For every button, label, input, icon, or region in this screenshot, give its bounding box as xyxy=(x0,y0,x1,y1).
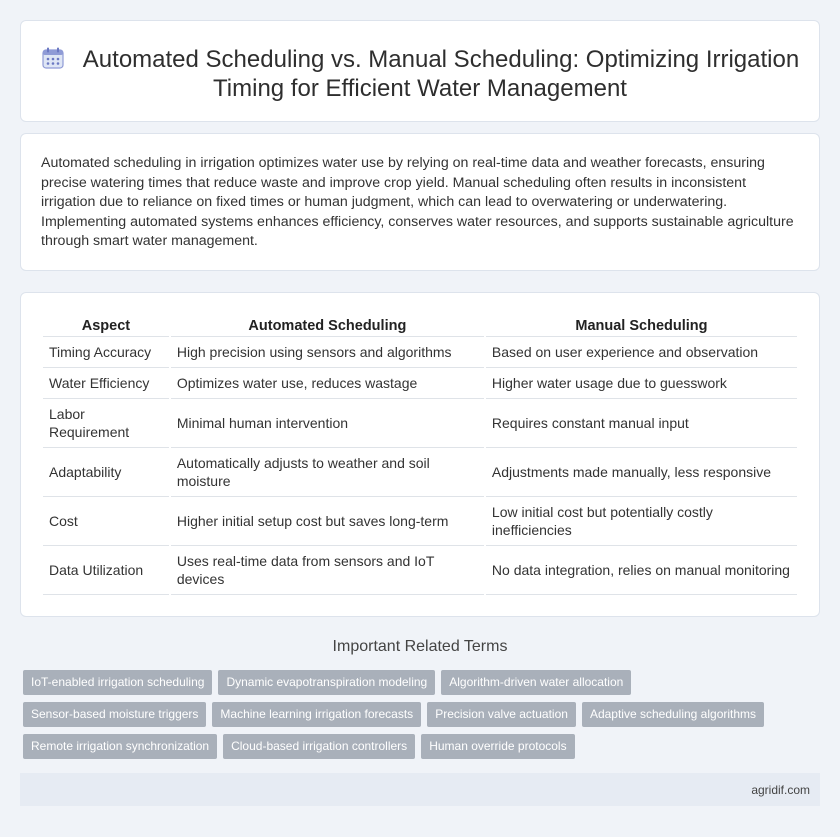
comparison-card xyxy=(20,292,820,617)
related-term-tag[interactable]: IoT-enabled irrigation scheduling xyxy=(23,670,212,695)
table-row xyxy=(43,448,797,497)
aspect-cell: Data Utilization xyxy=(43,546,169,595)
manual-cell: Requires constant manual input xyxy=(486,399,797,448)
intro-card xyxy=(20,133,820,271)
page-title: Automated Scheduling vs. Manual Scheduling: Optimizing Irrigation Timing for Efficient Water Management xyxy=(82,46,800,102)
related-term-tag[interactable]: Human override protocols xyxy=(421,734,574,759)
table-header-row xyxy=(43,315,797,337)
aspect-cell: Adaptability xyxy=(43,448,169,497)
aspect-cell: Timing Accuracy xyxy=(43,337,169,368)
related-term-tag[interactable]: Remote irrigation synchronization xyxy=(23,734,217,759)
related-term-tag[interactable]: Machine learning irrigation forecasts xyxy=(212,702,421,727)
aspect-cell: Cost xyxy=(43,497,169,546)
related-term-tag[interactable]: Precision valve actuation xyxy=(427,702,576,727)
footer-site-link[interactable]: agridif.com xyxy=(751,783,810,797)
related-term-tag[interactable]: Algorithm-driven water allocation xyxy=(441,670,631,695)
table-row xyxy=(43,337,797,368)
table-row xyxy=(43,399,797,448)
automated-cell: Minimal human intervention xyxy=(171,399,484,448)
column-header-automated: Automated Scheduling xyxy=(171,315,484,337)
tag-row xyxy=(23,702,803,727)
manual-cell: Based on user experience and observation xyxy=(486,337,797,368)
related-term-tag[interactable]: Dynamic evapotranspiration modeling xyxy=(218,670,435,695)
automated-cell: Uses real-time data from sensors and IoT devices xyxy=(171,546,484,595)
column-header-aspect: Aspect xyxy=(43,315,169,337)
table-row xyxy=(43,368,797,399)
comparison-table xyxy=(41,315,799,595)
automated-cell: Optimizes water use, reduces wastage xyxy=(171,368,484,399)
automated-cell: Automatically adjusts to weather and soil moisture xyxy=(171,448,484,497)
aspect-cell: Water Efficiency xyxy=(43,368,169,399)
footer xyxy=(20,773,820,806)
table-row xyxy=(43,546,797,595)
related-term-tag[interactable]: Sensor-based moisture triggers xyxy=(23,702,206,727)
automated-cell: Higher initial setup cost but saves long-term xyxy=(171,497,484,546)
manual-cell: No data integration, relies on manual monitoring xyxy=(486,546,797,595)
title-card xyxy=(20,20,820,122)
aspect-cell: Labor Requirement xyxy=(43,399,169,448)
related-terms-tags xyxy=(23,670,803,766)
related-terms-title: Important Related Terms xyxy=(332,638,508,655)
related-term-tag[interactable]: Cloud-based irrigation controllers xyxy=(223,734,415,759)
related-term-tag[interactable]: Adaptive scheduling algorithms xyxy=(582,702,764,727)
table-row xyxy=(43,497,797,546)
tag-row xyxy=(23,734,803,759)
tag-row xyxy=(23,670,803,695)
intro-paragraph: Automated scheduling in irrigation optimizes water use by relying on real-time data and weather forecasts, ensuring precise watering times that reduce waste and improve crop yield. Manual scheduling often results in inconsistent irrigation due to reliance on fixed times or human judgment, which can lead to overwatering or underwatering. Implementing automated systems enhances efficiency, conserves water resources, and supports sustainable agriculture through smart water management. xyxy=(41,155,794,249)
page-title-container xyxy=(21,45,819,103)
manual-cell: Low initial cost but potentially costly inefficiencies xyxy=(486,497,797,546)
column-header-manual: Manual Scheduling xyxy=(486,315,797,337)
automated-cell: High precision using sensors and algorithms xyxy=(171,337,484,368)
calendar-icon xyxy=(41,47,65,69)
manual-cell: Higher water usage due to guesswork xyxy=(486,368,797,399)
manual-cell: Adjustments made manually, less responsive xyxy=(486,448,797,497)
